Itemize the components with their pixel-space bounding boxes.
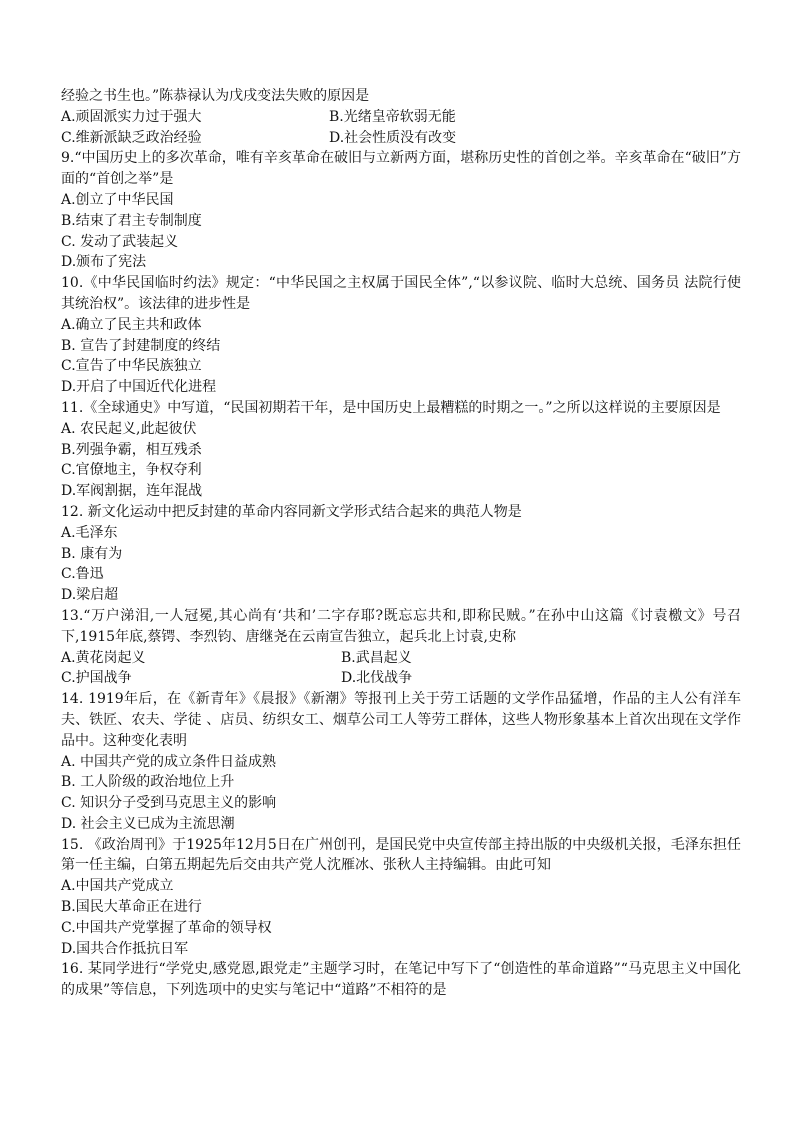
question-stem: 13.“万户涕泪,一人冠冕,其心尚有‘共和’二字存耶?既忘忘共和,即称民贼。”在孙中山这篇《讨袁檄文》号召下,1915年底,蔡锷、李烈钧、唐继尧在云南宣告独立，起兵北上讨袁,史称 — [61, 607, 741, 645]
option-b: B.结束了君主专制制度 — [61, 212, 202, 229]
question-14 — [61, 689, 741, 835]
question-stem: 12. 新文化运动中把反封建的革命内容同新文学形式结合起来的典范人物是 — [61, 503, 522, 520]
option-a: A.创立了中华民国 — [61, 191, 174, 208]
option-c: C. 知识分子受到马克思主义的影响 — [61, 795, 277, 812]
option-row — [61, 648, 741, 669]
option-b: B. 宣告了封建制度的终结 — [61, 337, 221, 354]
option-b: B. 工人阶级的政治地位上升 — [61, 774, 235, 791]
question-15 — [61, 835, 741, 960]
option-b: B. 康有为 — [61, 545, 123, 562]
option-c: C.护国战争 — [61, 670, 132, 687]
question-13 — [61, 606, 741, 689]
option-a: A.黄花岗起义 — [61, 649, 146, 666]
option-d: D.社会性质没有改变 — [329, 129, 457, 146]
question-12 — [61, 502, 741, 606]
question-stem: 14. 1919年后，在《新青年》《晨报》《新潮》等报刊上关于劳工话题的文学作品猛增，作品的主人公有洋车夫、铁匠、农夫、学徒 、店员、纺织女工、烟草公司工人等劳工群体，这些人物形象基本上首次出现在文学作品中。这种变化表明 — [61, 691, 741, 749]
option-d: D.军阀割据，连年混战 — [61, 483, 203, 500]
question-stem: 9.“中国历史上的多次革命，唯有辛亥革命在破旧与立新两方面，堪称历史性的首创之举。辛亥革命在“破旧”方面的“首创之举”是 — [61, 150, 741, 188]
option-a: A.毛泽东 — [61, 524, 118, 541]
question-stem: 11.《全球通史》中写道，“民国初期若干年，是中国历史上最糟糕的时期之一。”之所以这样说的主要原因是 — [61, 399, 721, 416]
option-d: D.梁启超 — [61, 587, 119, 604]
option-d: D. 社会主义已成为主流思潮 — [61, 815, 235, 832]
option-d: D.颁布了宪法 — [61, 254, 147, 271]
option-d: D.开启了中国近代化进程 — [61, 379, 217, 396]
option-b: B.列强争霸，相互残杀 — [61, 441, 202, 458]
option-c: C.鲁迅 — [61, 566, 104, 583]
option-c: C. 发动了武装起义 — [61, 233, 179, 250]
option-d: D.北伐战争 — [341, 670, 413, 687]
option-row — [61, 128, 741, 149]
question-8 — [61, 86, 741, 148]
option-c: C.宣告了中华民族独立 — [61, 358, 202, 375]
question-stem: 15. 《政治周刊》于1925年12月5日在广州创刊，是国民党中央宣传部主持出版的中央级机关报，毛泽东担任第一任主编，白第五期起先后交由共产党人沈雁冰、张秋人主持编辑。由此可知 — [61, 836, 741, 874]
question-10 — [61, 273, 741, 398]
option-b: B.光绪皇帝软弱无能 — [329, 108, 456, 125]
option-row — [61, 107, 741, 128]
option-c: C.官僚地主，争权夺利 — [61, 462, 202, 479]
exam-page — [61, 86, 741, 1001]
option-c: C.维新派缺乏政治经验 — [61, 129, 202, 146]
option-row — [61, 668, 741, 689]
question-stem: 10.《中华民国临时约法》规定：“中华民国之主权属于国民全体”,“以参议院、临时大总统、国务员 法院行使其统治权”。该法律的进步性是 — [61, 275, 741, 312]
question-stem: 16. 某同学进行“学党史,感党恩,跟党走”主题学习时，在笔记中写下了“创造性的革命道路”“马克思主义中国化的成果”等信息，下列选项中的史实与笔记中“道路”不相符的是 — [61, 961, 741, 999]
question-16 — [61, 959, 741, 1001]
option-a: A. 中国共产党的成立条件日益成熟 — [61, 753, 277, 770]
question-9 — [61, 148, 741, 273]
option-d: D.国共合作抵抗日军 — [61, 940, 189, 957]
option-c: C.中国共产党掌握了革命的领导权 — [61, 919, 272, 936]
question-stem: 经验之书生也。”陈恭禄认为戊戌变法失败的原因是 — [61, 88, 370, 104]
option-b: B.国民大革命正在进行 — [61, 899, 202, 916]
question-11 — [61, 398, 741, 502]
option-a: A.顽固派实力过于强大 — [61, 108, 202, 125]
option-a: A.中国共产党成立 — [61, 878, 174, 895]
option-a: A. 农民起义,此起彼伏 — [61, 420, 197, 437]
option-a: A.确立了民主共和政体 — [61, 316, 202, 333]
option-b: B.武昌起义 — [341, 649, 412, 666]
